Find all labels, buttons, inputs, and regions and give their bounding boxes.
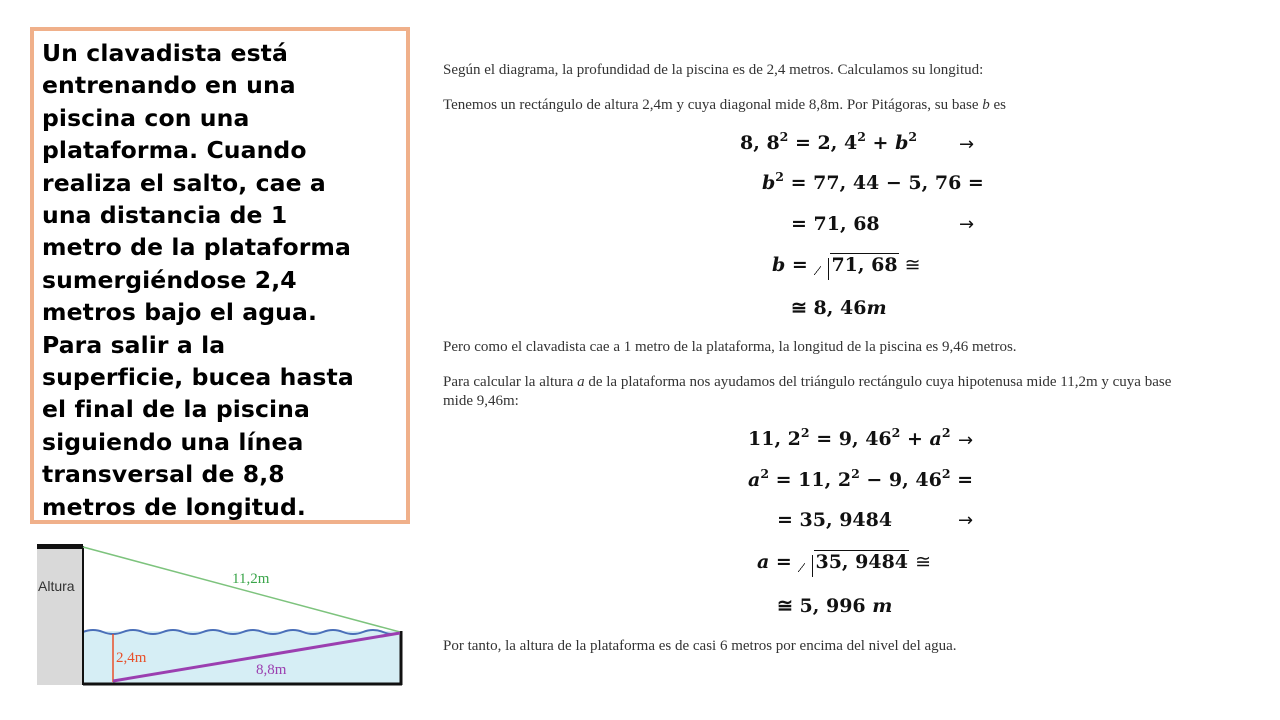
paragraph-text: Tenemos un rectángulo de altura 2,4m y cuya diagonal mide 8,8m. Por Pitágoras, su base <box>443 97 983 113</box>
eq-term: = <box>769 551 799 573</box>
problem-line: metro de la plataforma <box>42 233 351 262</box>
solution-paragraph-3: Pero como el clavadista cae a 1 metro de la plataforma, la longitud de la piscina es 9,46 metros. <box>443 339 1017 355</box>
paragraph-text: de la plataforma nos ayudamos del triángulo rectángulo cuya hipotenusa mide 11,2m y cuya base <box>584 374 1172 390</box>
problem-line: Un clavadista está <box>42 39 288 67</box>
eq-exponent: 2 <box>941 465 951 481</box>
eq-radicand: 71, 68 <box>831 254 898 276</box>
eq-radicand: 35, 9484 <box>815 551 909 573</box>
problem-line: metros de longitud. <box>42 492 306 521</box>
eq-term: = 11, 2 <box>769 469 852 491</box>
equation-4 <box>772 254 921 276</box>
equation-10 <box>777 595 892 617</box>
problem-line: plataforma. Cuando <box>42 136 307 165</box>
solution-paragraph-4 <box>443 374 1171 391</box>
eq-exponent: 2 <box>760 465 770 481</box>
label-diagonal: 8,8m <box>256 662 287 678</box>
eq-exponent: 2 <box>908 128 918 144</box>
problem-line: una distancia de 1 <box>42 201 288 230</box>
problem-line: transversal de 8,8 <box>42 460 285 489</box>
label-depth: 2,4m <box>116 650 147 666</box>
eq-term: 11, 2 <box>748 428 801 450</box>
solution-paragraph-1: Según el diagrama, la profundidad de la piscina es de 2,4 metros. Calculamos su longitud: <box>443 62 984 78</box>
eq-variable: a <box>929 428 942 450</box>
problem-line: realiza el salto, cae a <box>42 168 326 197</box>
eq-exponent: 2 <box>851 465 860 481</box>
label-hypotenuse: 11,2m <box>232 571 270 587</box>
arrow-icon: → <box>959 134 975 155</box>
equation-2 <box>762 168 984 194</box>
arrow-icon: → <box>958 430 974 451</box>
problem-line: piscina con una <box>42 103 250 132</box>
problem-statement-box <box>30 27 410 524</box>
eq-term: = 77, 44 − 5, 76 = <box>784 172 984 194</box>
problem-line: superficie, bucea hasta <box>42 363 354 392</box>
eq-variable: a <box>757 551 770 573</box>
eq-variable: b <box>762 172 776 194</box>
solution-paragraph-4-line2: mide 9,46m: <box>443 393 519 409</box>
eq-term: ≅ <box>909 551 931 573</box>
problem-line: sumergiéndose 2,4 <box>42 265 297 294</box>
equation-1 <box>740 128 918 154</box>
equation-7 <box>748 465 974 491</box>
problem-line: el final de la piscina <box>42 395 310 424</box>
equation-3: = 71, 68 <box>791 213 880 235</box>
eq-variable: b <box>895 132 909 154</box>
arrow-icon: → <box>959 214 975 235</box>
eq-variable: a <box>748 469 761 491</box>
eq-exponent: 2 <box>775 168 784 184</box>
variable-b: b <box>982 97 990 113</box>
problem-line: metros bajo el agua. <box>42 298 317 327</box>
eq-term: + <box>900 428 930 450</box>
eq-unit: m <box>872 595 893 617</box>
equation-6 <box>748 424 951 450</box>
arrow-icon: → <box>958 510 974 531</box>
eq-term: 8, 8 <box>740 132 780 154</box>
eq-unit: m <box>866 297 887 319</box>
square-root-icon <box>798 551 909 573</box>
label-altura: Altura <box>38 578 75 594</box>
variable-a: a <box>577 374 585 390</box>
square-root-icon <box>814 254 898 276</box>
pool-diagram <box>34 540 406 690</box>
eq-exponent: 2 <box>800 424 810 440</box>
problem-line: entrenando en una <box>42 71 296 100</box>
eq-term: = <box>785 254 815 276</box>
eq-term: + <box>865 132 896 154</box>
eq-term: − 9, 46 <box>859 469 942 491</box>
paragraph-text: es <box>989 97 1006 113</box>
eq-exponent: 2 <box>857 128 866 144</box>
problem-line: siguiendo una línea <box>42 427 304 456</box>
eq-term: = 9, 46 <box>809 428 892 450</box>
eq-term: = <box>950 469 974 491</box>
eq-exponent: 2 <box>941 424 951 440</box>
equation-5 <box>791 297 887 319</box>
equation-8: = 35, 9484 <box>777 509 893 531</box>
hypotenuse-line <box>83 547 400 632</box>
eq-term: ≅ <box>898 254 921 276</box>
eq-variable: b <box>772 254 786 276</box>
equation-9 <box>757 551 931 573</box>
solution-paragraph-2 <box>443 97 1006 114</box>
eq-term: ≅ 8, 46 <box>791 297 867 319</box>
eq-term: ≅ 5, 996 <box>777 595 866 617</box>
problem-statement <box>34 31 406 523</box>
platform-top <box>37 544 83 549</box>
problem-line: Para salir a la <box>42 330 226 359</box>
paragraph-text: Para calcular la altura <box>443 374 578 390</box>
eq-exponent: 2 <box>779 128 789 144</box>
eq-term: = 2, 4 <box>788 132 858 154</box>
eq-exponent: 2 <box>891 424 901 440</box>
platform-pillar <box>37 546 83 685</box>
solution-paragraph-5: Por tanto, la altura de la plataforma es de casi 6 metros por encima del nivel del agua. <box>443 638 957 654</box>
